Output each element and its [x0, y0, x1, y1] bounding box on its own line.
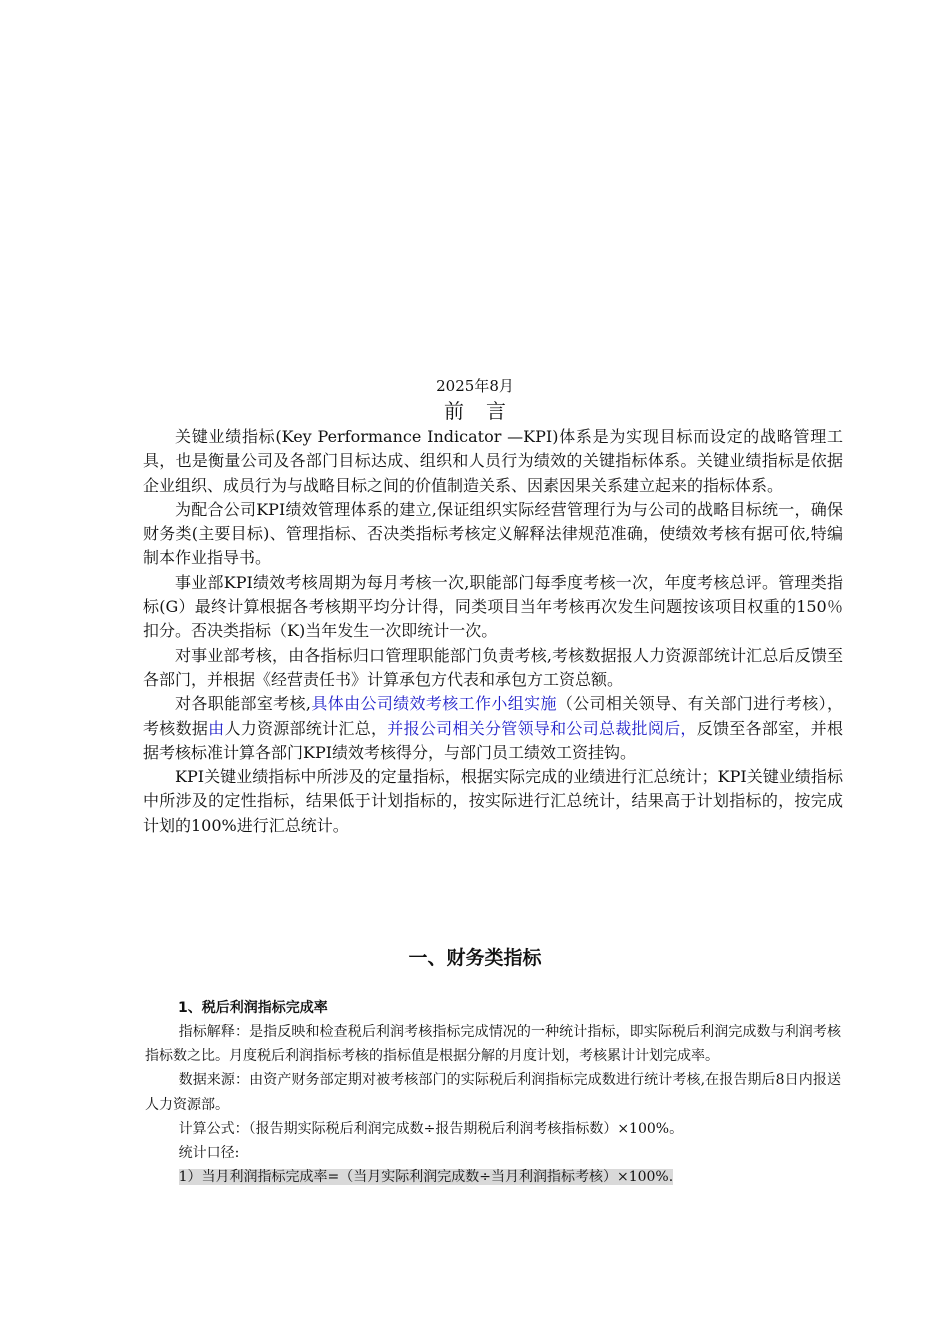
paragraph-text: 计算公式：（报告期实际税后利润完成数÷报告期税后利润考核指标数）×100%。 — [178, 1120, 684, 1137]
text-segment: 事业部KPI绩效考核周期为每月考核一次,职能部门每季度考核一次，年度考核总评。管理类指标(G）最终计算根据各考核期平均分计得，同类项目当年考核再次发生问题按该项目权重的150％扣分。否决类指标（K)当年发生一次即统计一次。 — [143, 572, 843, 641]
section-paragraph — [145, 1068, 841, 1116]
paragraph-text: 数据来源：由资产财务部定期对被考核部门的实际税后利润指标完成数进行统计考核,在报告期后8日内报送人力资源部。 — [145, 1072, 841, 1113]
text-segment: 对事业部考核，由各指标归口管理职能部门负责考核,考核数据报人力资源部统计汇总后反馈至各部门，并根据《经营责任书》计算承包方代表和承包方工资总额。 — [143, 645, 843, 689]
paragraph-text: 指标解释：是指反映和检查税后利润考核指标完成情况的一种统计指标，即实际税后利润完成数与利润考核指标数之比。月度税后利润指标考核的指标值是根据分解的月度计划，考核累计计划完成率。 — [145, 1024, 841, 1065]
preface-paragraph — [143, 425, 843, 498]
text-segment: 关键业绩指标(Key Performance Indicator —KPI)体系是为实现目标而设定的战略管理工具，也是衡量公司及各部门目标达成、组织和人员行为绩效的关键指标体系。关键业绩指标是依据企业组织、成员行为与战略目标之间的价值制造关系、因素因果关系建立起来的指标体系。 — [143, 427, 843, 495]
text-segment: 对各职能部室考核, — [175, 694, 311, 714]
paragraph-text: 1）当月利润指标完成率=（当月实际利润完成数÷当月利润指标考核）×100%. — [178, 1169, 674, 1186]
preface-body — [143, 425, 843, 838]
text-segment: 为配合公司KPI绩效管理体系的建立,保证组织实际经营管理行为与公司的战略目标统一，确保财务类(主要目标)、管理指标、否决类指标考核定义解释法律规范准确，使绩效考核有据可依,特编制本作业指导书。 — [143, 499, 843, 568]
document-date: 2025年8月 — [436, 377, 514, 395]
text-segment: 并报公司相关分管领导和公司总裁批阅后， — [387, 718, 697, 738]
section-paragraph — [145, 1141, 841, 1165]
section-body — [145, 1020, 841, 1189]
preface-title: 前言 — [444, 399, 528, 423]
section-paragraph — [145, 1020, 841, 1068]
preface-paragraph — [143, 571, 843, 644]
text-segment: 具体由公司绩效考核工作小组实施 — [311, 694, 557, 714]
text-segment: KPI关键业绩指标中所涉及的定量指标，根据实际完成的业绩进行汇总统计；KPI关键业绩指标中所涉及的定性指标，结果低于计划指标的，按实际进行汇总统计，结果高于计划指标的，按完成计划的100%进行汇总统计。 — [143, 767, 843, 835]
section-paragraph — [145, 1117, 841, 1141]
text-segment: 由 — [208, 718, 225, 738]
preface-paragraph — [143, 692, 843, 765]
text-segment: （公司相关领导、有关部门进行考核），考核数据 — [143, 694, 843, 738]
preface-paragraph — [143, 644, 843, 693]
paragraph-text: 统计口径: — [178, 1145, 240, 1162]
text-segment: 反馈至各部室，并根据考核标准计算各部门KPI绩效考核得分，与部门员工绩效工资挂钩。 — [143, 718, 843, 762]
section-title: 一、财务类指标 — [408, 947, 542, 969]
text-segment: 人力资源部统计汇总， — [224, 718, 388, 738]
preface-paragraph — [143, 765, 843, 838]
section-paragraph — [145, 1165, 841, 1189]
preface-paragraph — [143, 498, 843, 571]
subsection-title: 1、税后利润指标完成率 — [178, 1000, 328, 1016]
